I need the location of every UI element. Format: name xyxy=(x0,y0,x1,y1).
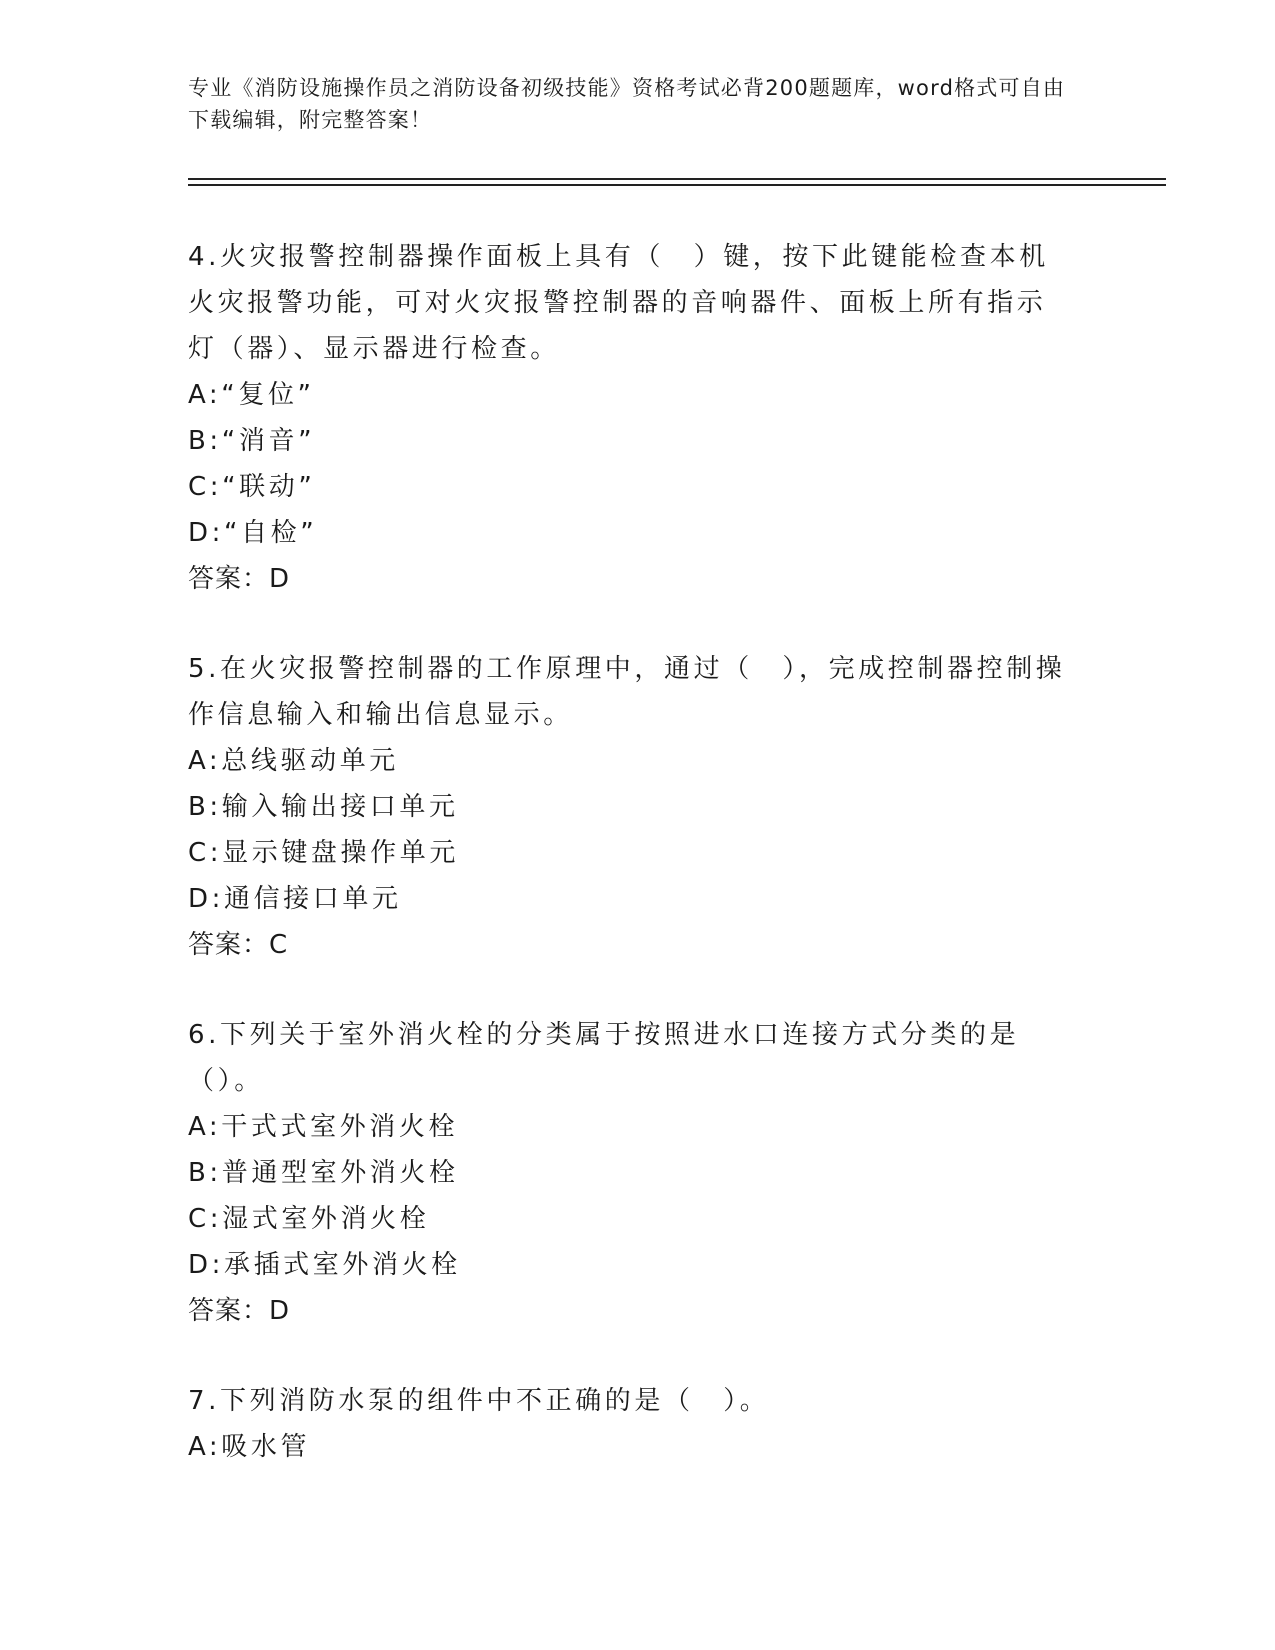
header-rule-bottom xyxy=(188,184,1166,186)
question-stem: 4.火灾报警控制器操作面板上具有（ ）键，按下此键能检查本机火灾报警功能，可对火灾报警控制器的音响器件、面板上所有指示灯（器）、显示器进行检查。 xyxy=(188,242,1049,364)
option-a: A:干式式室外消火栓 xyxy=(188,1112,459,1142)
question-5 xyxy=(188,646,1068,968)
question-stem: 5.在火灾报警控制器的工作原理中，通过（ ），完成控制器控制操作信息输入和输出信息显示。 xyxy=(188,654,1066,730)
option-c: C:显示键盘操作单元 xyxy=(188,838,459,868)
question-stem: 6.下列关于室外消火栓的分类属于按照进水口连接方式分类的是（）。 xyxy=(188,1020,1020,1096)
option-a: A:总线驱动单元 xyxy=(188,746,399,776)
document-header xyxy=(188,72,1068,136)
answer-line: 答案：C xyxy=(188,930,289,960)
answer-line: 答案：D xyxy=(188,1296,291,1326)
header-title: 专业《消防设施操作员之消防设备初级技能》资格考试必背200题题库，word格式可自由下载编辑，附完整答案！ xyxy=(188,76,1066,132)
option-a: A:“复位” xyxy=(188,380,315,410)
question-4 xyxy=(188,234,1068,602)
option-c: C:湿式室外消火栓 xyxy=(188,1204,430,1234)
option-b: B:“消音” xyxy=(188,426,316,456)
answer-line: 答案：D xyxy=(188,564,291,594)
option-d: D:承插式室外消火栓 xyxy=(188,1250,461,1280)
option-c: C:“联动” xyxy=(188,472,316,502)
question-stem: 7.下列消防水泵的组件中不正确的是（ ）。 xyxy=(188,1386,770,1416)
question-6 xyxy=(188,1012,1068,1334)
option-d: D:“自检” xyxy=(188,518,318,548)
header-rule-top xyxy=(188,178,1166,180)
question-7 xyxy=(188,1378,1068,1470)
question-list xyxy=(188,234,1068,1514)
option-a: A:吸水管 xyxy=(188,1432,311,1462)
option-b: B:普通型室外消火栓 xyxy=(188,1158,459,1188)
option-d: D:通信接口单元 xyxy=(188,884,402,914)
option-b: B:输入输出接口单元 xyxy=(188,792,459,822)
